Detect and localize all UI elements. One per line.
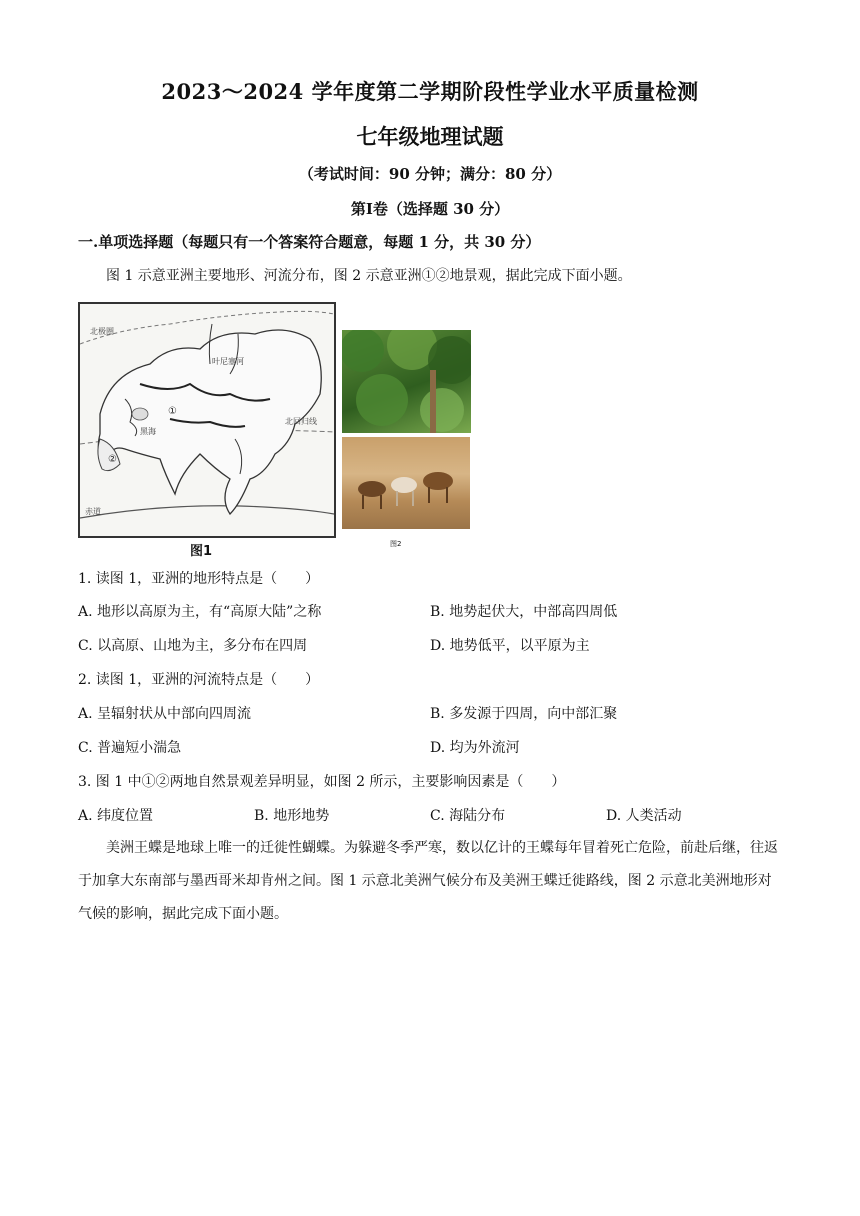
yenisei-label: 叶尼塞河 <box>212 357 244 366</box>
q1-option-a: A. 地形以高原为主，有“高原大陆”之称 <box>78 604 322 620</box>
fig2-caption: 图2 <box>390 540 402 548</box>
marker-1: ① <box>168 406 177 417</box>
exam-info: （考试时间：90 分钟；满分：80 分） <box>298 165 562 183</box>
q2-option-b: B. 多发源于四周，向中部汇聚 <box>430 706 618 722</box>
black-sea-label: 黑海 <box>140 427 156 436</box>
asia-map-drawing <box>80 304 334 536</box>
q3-stem: 3. 图 1 中①②两地自然景观差异明显，如图 2 所示，主要影响因素是（ ） <box>78 774 566 790</box>
forest-photo <box>342 330 471 433</box>
q1-stem: 1. 读图 1，亚洲的地形特点是（ ） <box>78 571 320 587</box>
q2-option-d: D. 均为外流河 <box>430 740 520 756</box>
exam-subtitle: 七年级地理试题 <box>356 124 504 149</box>
q3-option-d: D. 人类活动 <box>606 808 682 824</box>
desert-camel-photo <box>342 437 470 529</box>
q1-option-d: D. 地势低平，以平原为主 <box>430 638 590 654</box>
volume-heading: 第Ⅰ卷（选择题 30 分） <box>350 200 510 218</box>
asia-map-figure <box>78 302 336 538</box>
arctic-label: 北极圈 <box>90 327 114 336</box>
camel-drawing <box>342 437 470 529</box>
q1-option-c: C. 以高原、山地为主，多分布在四周 <box>78 638 308 654</box>
black-sea-shape <box>132 408 148 420</box>
section-heading: 一.单项选择题（每题只有一个答案符合题意，每题 1 分，共 30 分） <box>78 233 541 251</box>
equator-label: 赤道 <box>85 507 101 516</box>
q2-stem: 2. 读图 1，亚洲的河流特点是（ ） <box>78 672 320 688</box>
q3-option-b: B. 地形地势 <box>254 808 330 824</box>
exam-title: 2023～2024 学年度第二学期阶段性学业水平质量检测 <box>161 79 699 104</box>
q1-option-b: B. 地势起伏大，中部高四周低 <box>430 604 618 620</box>
tropic-label: 北回归线 <box>285 417 317 426</box>
marker-2: ② <box>108 454 117 465</box>
monarch-passage <box>78 832 784 931</box>
q3-option-a: A. 纬度位置 <box>78 808 154 824</box>
section-intro: 图 1 示意亚洲主要地形、河流分布，图 2 示意亚洲①②地景观，据此完成下面小题。 <box>106 268 632 284</box>
monarch-passage-text: 美洲王蝶是地球上唯一的迁徙性蝴蝶。为躲避冬季严寒，数以亿计的王蝶每年冒着死亡危险，前赴后继，往返于加拿大东南部与墨西哥米却肯州之间。图 1 示意北美洲气候分布及美洲王蝶迁徙路线，图 2 示意北美洲地形对气候的影响，据此完成下面小题。 <box>78 840 778 922</box>
q2-option-c: C. 普遍短小湍急 <box>78 740 182 756</box>
q3-option-c: C. 海陆分布 <box>430 808 506 824</box>
forest-drawing <box>342 330 471 433</box>
q2-option-a: A. 呈辐射状从中部向四周流 <box>78 706 252 722</box>
fig1-caption: 图1 <box>190 544 213 559</box>
